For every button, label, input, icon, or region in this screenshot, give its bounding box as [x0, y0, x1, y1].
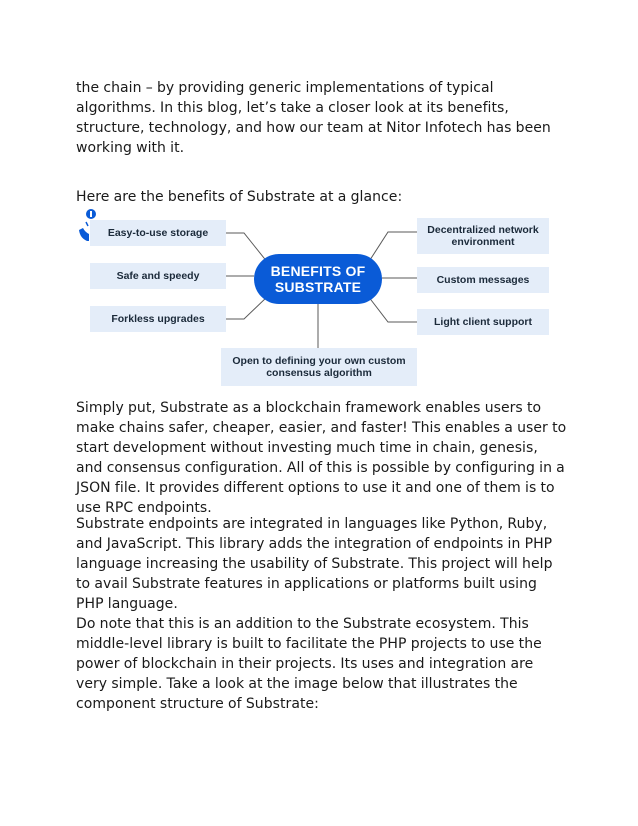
endpoints-paragraph: Substrate endpoints are integrated in languages like Python, Ruby, and JavaScript. This library adds the integration of endpoints in PHP language increasing the usability of Substrate. This project will help to avail Substrate features in applications or platforms built using PHP language.: [76, 516, 553, 612]
benefit-custom-consensus: Open to defining your own custom consensus algorithm: [221, 348, 417, 386]
benefit-safe-speedy: Safe and speedy: [90, 263, 226, 289]
hub-title-line2: SUBSTRATE: [274, 279, 362, 295]
benefits-diagram: [76, 208, 561, 390]
ecosystem-note-paragraph: Do note that this is an addition to the Substrate ecosystem. This middle-level library is built to facilitate the PHP projects to use the power of blockchain in their projects. Its uses and integration are very simple. Take a look at the image below that illustrates the component structure of Substrate:: [76, 616, 542, 712]
benefit-forkless-upgrades: Forkless upgrades: [90, 306, 226, 332]
benefit-decentralized-network: Decentralized network environment: [417, 218, 549, 254]
benefits-lead-paragraph: Here are the benefits of Substrate at a glance:: [76, 189, 403, 205]
benefit-custom-messages: Custom messages: [417, 267, 549, 293]
benefits-hub: [254, 254, 382, 304]
benefit-easy-storage: Easy-to-use storage: [90, 220, 226, 246]
intro-paragraph: the chain – by providing generic implementations of typical algorithms. In this blog, let’s take a closer look at its benefits, structure, technology, and how our team at Nitor Infotech has been working with it.: [76, 80, 551, 156]
hub-title-line1: BENEFITS OF: [270, 263, 366, 279]
benefit-light-client: Light client support: [417, 309, 549, 335]
simply-put-paragraph: Simply put, Substrate as a blockchain framework enables users to make chains safer, cheaper, easier, and faster! This enables a user to start development without investing much time in chain, genesis, and consensus configuration. All of this is possible by configuring in a JSON file. It provides different options to use it and one of them is to use RPC endpoints.: [76, 400, 567, 516]
